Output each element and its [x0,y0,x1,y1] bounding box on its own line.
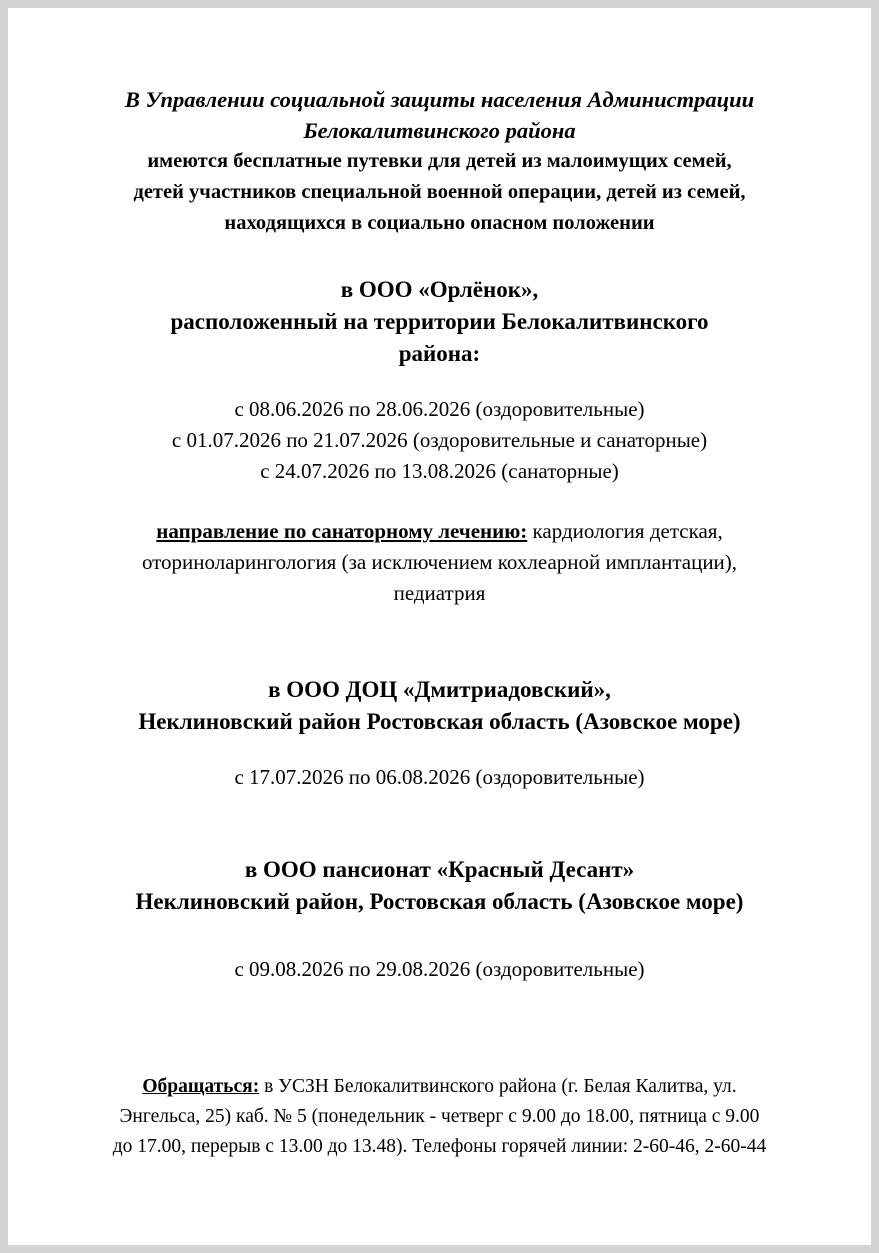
direction-text-3: педиатрия [393,581,486,605]
camp3-line-1: в ООО пансионат «Красный Десант» [244,857,635,882]
camp-krasny-desant-heading [8,854,871,918]
camp2-date: с 17.07.2026 по 06.08.2026 (оздоровительные) [234,765,645,789]
camp-krasny-desant-date [8,954,871,985]
document-page [8,8,871,1245]
direction-text-1: кардиология детская, [527,519,723,543]
camp-orlenok-heading [8,274,871,370]
direction-line-1 [8,516,871,547]
camp3-line-2: Неклиновский район, Ростовская область (Азовское море) [135,889,744,914]
contact-text-3: до 17.00, перерыв с 13.00 до 13.48). Телефоны горячей линии: 2-60-46, 2-60-44 [112,1136,767,1157]
contact-text-2: Энгельса, 25) каб. № 5 (понедельник - четверг с 9.00 до 18.00, пятница с 9.00 [119,1106,760,1127]
camp-orlenok-direction [8,516,871,609]
intro-line-1: В Управлении социальной защиты населения Администрации [124,87,755,112]
contact-label: Обращаться: [142,1076,260,1097]
contact-line-1 [8,1072,871,1102]
camp-orlenok-dates [8,394,871,487]
intro-line-3: имеются бесплатные путевки для детей из малоимущих семей, [147,150,732,172]
camp2-line-2: Неклиновский район Ростовская область (Азовское море) [138,709,741,734]
intro-block [8,84,871,239]
camp1-line-1: в ООО «Орлёнок», [340,277,539,302]
contact-block [8,1072,871,1162]
direction-label: направление по санаторному лечению: [156,519,528,543]
camp1-date-3: с 24.07.2026 по 13.08.2026 (санаторные) [260,459,619,483]
camp-dmitriadovsky-date [8,762,871,793]
intro-line-2: Белокалитвинского района [303,118,576,143]
intro-line-4: детей участников специальной военной операции, детей из семей, [133,181,746,203]
camp1-date-2: с 01.07.2026 по 21.07.2026 (оздоровительные и санаторные) [171,428,708,452]
camp2-line-1: в ООО ДОЦ «Дмитриадовский», [268,677,611,702]
direction-text-2: оториноларингология (за исключением кохлеарной имплантации), [141,550,738,574]
contact-text-1: в УСЗН Белокалитвинского района (г. Белая Калитва, ул. [259,1076,737,1097]
camp-dmitriadovsky-heading [8,674,871,738]
intro-line-5: находящихся в социально опасном положении [224,212,655,234]
camp1-date-1: с 08.06.2026 по 28.06.2026 (оздоровительные) [234,397,645,421]
camp1-line-2: расположенный на территории Белокалитвинского [170,309,709,334]
camp1-line-3: района: [398,341,481,366]
camp3-date: с 09.08.2026 по 29.08.2026 (оздоровительные) [234,957,645,981]
